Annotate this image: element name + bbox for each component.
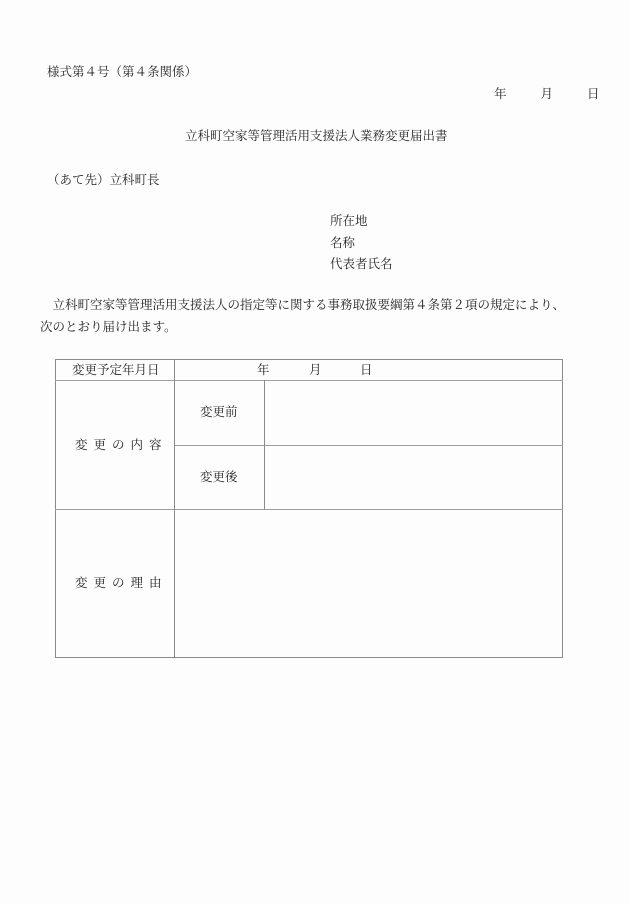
body-line-2: 次のとおり届け出ます。 bbox=[40, 318, 177, 334]
body-line-1: 立科町空家等管理活用支援法人の指定等に関する事務取扱要綱第４条第２項の規定により、 bbox=[40, 297, 566, 312]
reason-value-field[interactable] bbox=[175, 510, 562, 657]
document-title: 立科町空家等管理活用支援法人業務変更届出書 bbox=[185, 128, 448, 143]
name-label: 名称 bbox=[330, 234, 356, 250]
scheduled-date-label: 変更予定年月日 bbox=[72, 362, 160, 377]
date-month: 月 bbox=[540, 86, 553, 101]
body-text bbox=[40, 299, 565, 342]
date-day: 日 bbox=[586, 86, 600, 101]
before-label: 変更前 bbox=[200, 404, 238, 419]
submission-date bbox=[494, 88, 599, 101]
representative-label: 代表者氏名 bbox=[330, 256, 393, 271]
applicant-block bbox=[330, 215, 393, 280]
table-border-bottom bbox=[55, 657, 563, 658]
form-number: 様式第４号（第４条関係） bbox=[47, 64, 198, 79]
address-label: 所在地 bbox=[330, 213, 368, 228]
table-border-top bbox=[55, 359, 563, 360]
date-year: 年 bbox=[494, 86, 507, 101]
scheduled-date-month: 月 bbox=[309, 362, 322, 377]
scheduled-date-day: 日 bbox=[360, 362, 373, 377]
before-value-field[interactable] bbox=[265, 381, 562, 445]
scheduled-date-year: 年 bbox=[257, 362, 270, 377]
after-value-field[interactable] bbox=[265, 446, 562, 509]
content-label: 変更の内容 bbox=[75, 437, 168, 452]
addressee: （あて先）立科町長 bbox=[47, 172, 160, 187]
reason-label: 変更の理由 bbox=[75, 575, 168, 590]
after-label: 変更後 bbox=[200, 469, 238, 484]
